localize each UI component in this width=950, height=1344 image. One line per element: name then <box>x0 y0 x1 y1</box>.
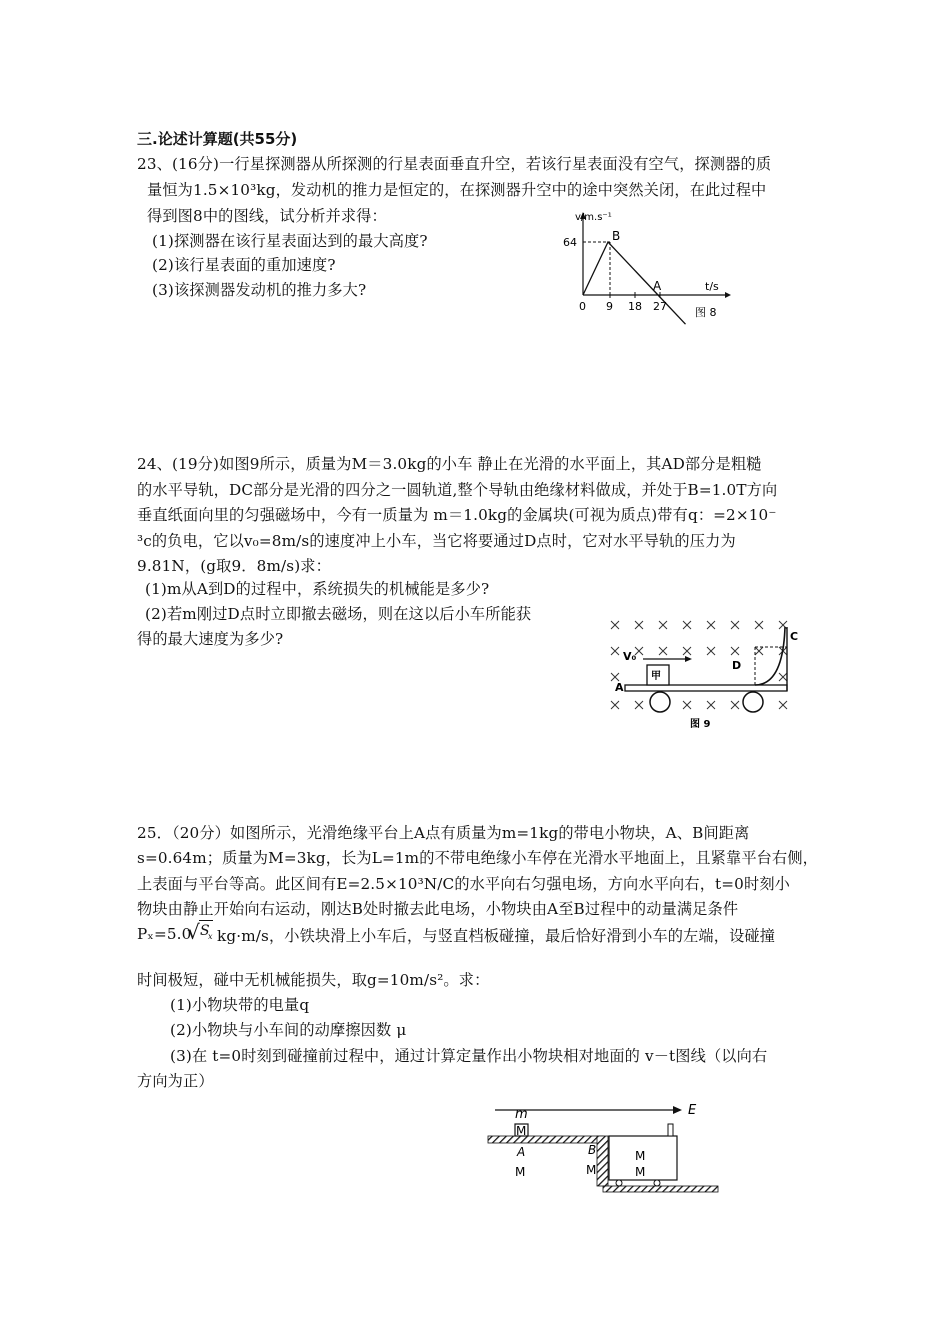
q24-line-3: 垂直纸面向里的匀强磁场中，今有一质量为 m＝1.0kg的金属块(可视为质点)带有q：=2×10⁻ <box>137 506 777 524</box>
figure-9-cart-diagram <box>605 615 805 730</box>
figure-q25-platform-cart <box>485 1100 725 1200</box>
point-d-label: D <box>732 659 742 672</box>
cart-wheel-right <box>654 1180 660 1186</box>
cart-baffle <box>668 1124 673 1136</box>
point-a-label: A <box>517 1145 526 1159</box>
q24-line-2: 的水平导轨，DC部分是光滑的四分之一圆轨道,整个导轨由绝缘材料做成，并处于B=1.0T方向 <box>137 481 778 499</box>
wheel-right <box>743 692 763 712</box>
platform-wall <box>597 1136 608 1186</box>
q23-line-1: 23、(16分)一行星探测器从所探测的行星表面垂直升空，若该行星表面没有空气，探测器的质 <box>137 155 772 173</box>
q23-sub-3: (3)该探测器发动机的推力多大? <box>152 281 367 299</box>
q25-line-3: 上表面与平台等高。此区间有E=2.5×10³N/C的水平向右匀强电场，方向水平向右，t=0时刻小 <box>137 875 791 893</box>
series-velocity-line <box>583 242 658 295</box>
ground <box>603 1186 718 1192</box>
q25-line-5b: kg·m/s，小铁块滑上小车后，与竖直档板碰撞，最后恰好滑到小车的左端，设碰撞 <box>217 927 776 945</box>
sqrt-sub: x <box>208 932 213 941</box>
x-tick-18: 18 <box>628 300 642 313</box>
point-a-label: A <box>653 279 662 293</box>
q24-sub-3: 得的最大速度为多少? <box>137 630 284 648</box>
cart-track <box>625 685 787 691</box>
q25-line-4: 物块由静止开始向右运动，刚达B处时撤去此电场，小物块由A至B过程中的动量满足条件 <box>137 900 739 918</box>
b-m-label: M <box>586 1163 597 1177</box>
m-label: m <box>515 1107 528 1122</box>
quarter-circle-track <box>755 627 785 685</box>
q25-line-1: 25．（20分）如图所示，光滑绝缘平台上A点有质量为m=1kg的带电小物块，A、B间距离 <box>137 824 750 842</box>
q25-sub-1: (1)小物块带的电量q <box>170 996 310 1014</box>
e-label: E <box>688 1103 697 1118</box>
figure-8-vt-graph <box>555 210 735 325</box>
cart-label-2: M <box>635 1165 646 1179</box>
x-tick-0: 0 <box>579 300 586 313</box>
y-tick-64: 64 <box>563 236 577 249</box>
v0-label: V₀ <box>623 650 637 663</box>
q25-sub-3: (3)在 t=0时刻到碰撞前过程中，通过计算定量作出小物块相对地面的 v－t图线（以向右 <box>170 1047 768 1065</box>
cart-label: M <box>635 1149 646 1163</box>
q24-line-1: 24、(19分)如图9所示，质量为M＝3.0kg的小车 静止在光滑的水平面上，其AD部分是粗糙 <box>137 455 762 473</box>
q24-line-5: 9.81N，(g取9．8m/s)求： <box>137 557 331 575</box>
x-tick-27: 27 <box>653 300 667 313</box>
point-b-label: B <box>588 1143 597 1157</box>
figure-9-caption: 图 9 <box>690 719 711 730</box>
block-label: M <box>516 1124 527 1138</box>
q25-line-6: 时间极短，碰中无机械能损失，取g=10m/s²。求： <box>137 971 490 989</box>
q23-line-2: 量恒为1.5×10³kg，发动机的推力是恒定的，在探测器升空中的途中突然关闭，在此过程中 <box>147 181 767 199</box>
x-axis-arrow <box>725 292 731 298</box>
sqrt-arg: S <box>200 923 210 939</box>
q25-sub-2: (2)小物块与小车间的动摩擦因数 μ <box>170 1021 407 1039</box>
x-tick-9: 9 <box>606 300 613 313</box>
block-label: 甲 <box>651 671 661 682</box>
section-title: 三.论述计算题(共55分) <box>137 130 298 148</box>
q23-sub-2: (2)该行星表面的重加速度? <box>152 256 336 274</box>
q23-sub-1: (1)探测器在该行星表面达到的最大高度? <box>152 232 428 250</box>
q25-line-2: s=0.64m；质量为M=3kg，长为L=1m的不带电绝缘小车停在光滑水平地面上，且紧靠平台右侧， <box>137 849 819 867</box>
y-axis-label: v/m.s⁻¹ <box>575 212 612 223</box>
q25-sub-3-cont: 方向为正） <box>137 1072 214 1090</box>
sqrt-symbol: √ <box>187 920 200 944</box>
q24-sub-2: (2)若m刚过D点时立即撤去磁场，则在这以后小车所能获 <box>145 605 532 623</box>
x-axis-label: t/s <box>705 280 719 293</box>
point-a-label: A <box>615 681 624 694</box>
point-b-label: B <box>612 229 621 243</box>
a-m-label: M <box>515 1165 526 1179</box>
q24-line-4: ³c的负电，它以v₀=8m/s的速度冲上小车，当它将要通过D点时，它对水平导轨的压力为 <box>137 532 736 550</box>
q23-line-3: 得到图8中的图线，试分析并求得： <box>147 207 387 225</box>
wheel-left <box>650 692 670 712</box>
point-c-label: C <box>790 630 799 643</box>
figure-8-caption: 图 8 <box>695 306 717 319</box>
q25-line-5a: Pₓ=5.0 <box>137 925 192 943</box>
platform <box>488 1136 603 1143</box>
cart-wheel-left <box>616 1180 622 1186</box>
q24-sub-1: (1)m从A到D的过程中，系统损失的机械能是多少? <box>145 580 490 598</box>
